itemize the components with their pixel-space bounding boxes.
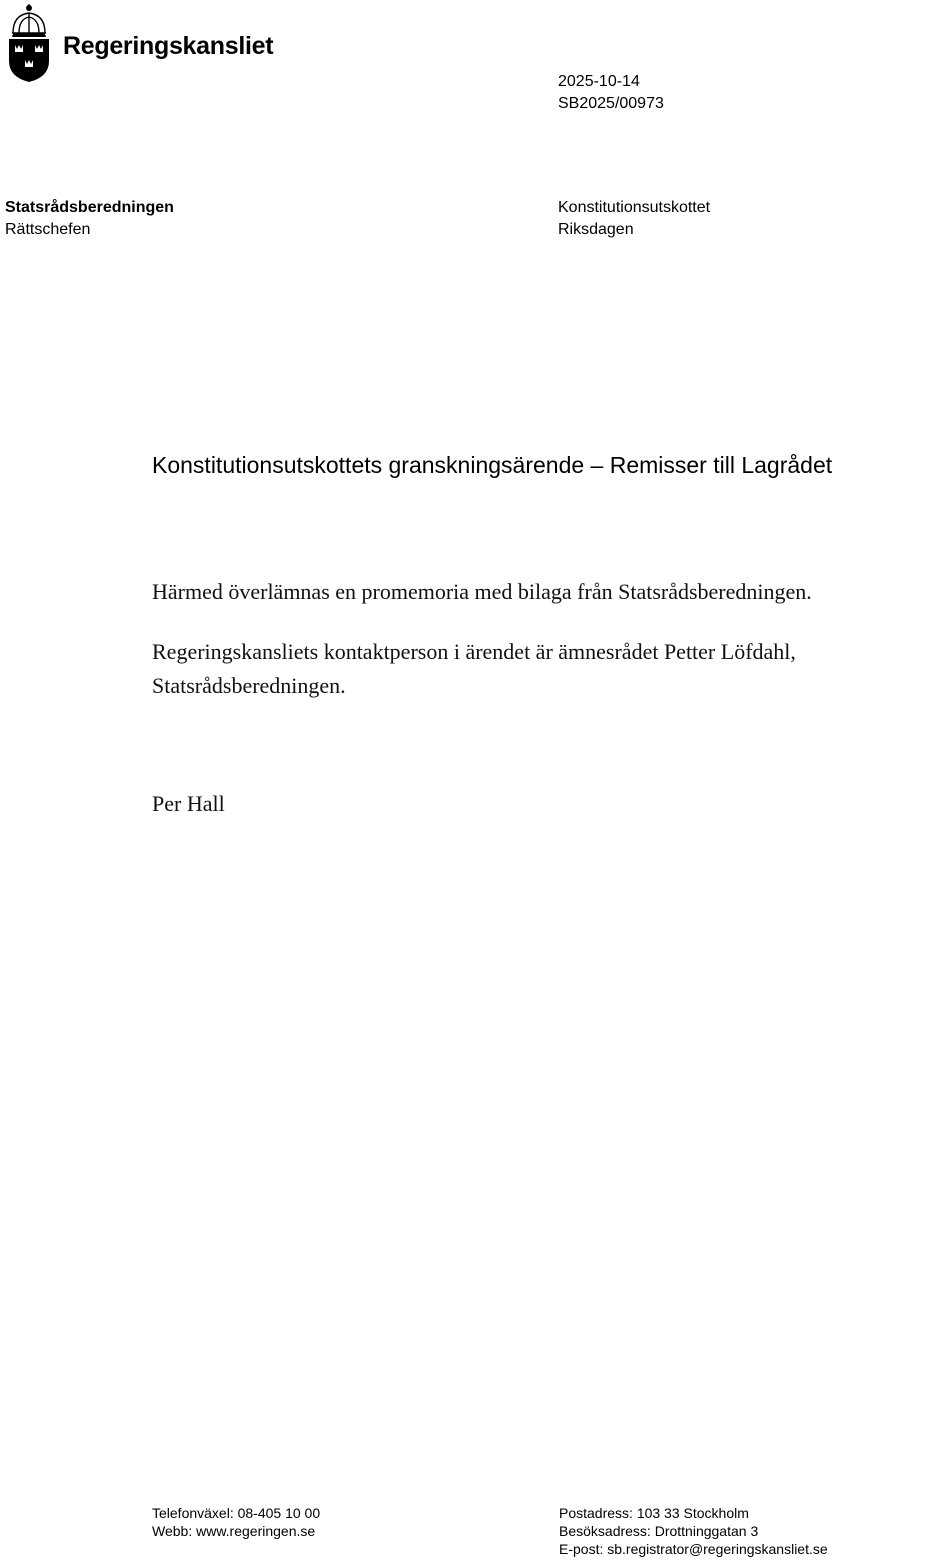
recipient-block [558,197,710,241]
document-meta [558,71,664,115]
organization-logo-text: Regeringskansliet [63,32,274,60]
footer-phone: Telefonväxel: 08-405 10 00 [152,1505,321,1521]
body-paragraph: Regeringskansliets kontaktperson i ärendet är ämnesrådet Petter Löfdahl, Statsrådsberedningen. [152,639,796,698]
signature: Per Hall [152,791,225,816]
footer-postal-address: Postadress: 103 33 Stockholm [559,1505,749,1521]
footer-contact-left [152,1504,320,1540]
three-crowns-emblem-icon [5,3,53,83]
document-date: 2025-10-14 [558,73,640,90]
recipient-body: Riksdagen [558,221,634,238]
sender-block [5,197,174,241]
sender-organization: Statsrådsberedningen [5,199,174,216]
footer-visiting-address: Besöksadress: Drottninggatan 3 [559,1523,759,1539]
document-reference: SB2025/00973 [558,95,664,112]
body-paragraph: Härmed överlämnas en promemoria med bilaga från Statsrådsberedningen. [152,579,812,604]
subject-heading: Konstitutionsutskottets granskningsärende – Remisser till Lagrådet [152,452,833,478]
footer-email: E-post: sb.registrator@regeringskansliet.se [559,1541,828,1557]
sender-unit: Rättschefen [5,221,91,238]
footer-web: Webb: www.regeringen.se [152,1523,316,1539]
footer-contact-right [559,1504,828,1558]
recipient-organization: Konstitutionsutskottet [558,199,711,216]
